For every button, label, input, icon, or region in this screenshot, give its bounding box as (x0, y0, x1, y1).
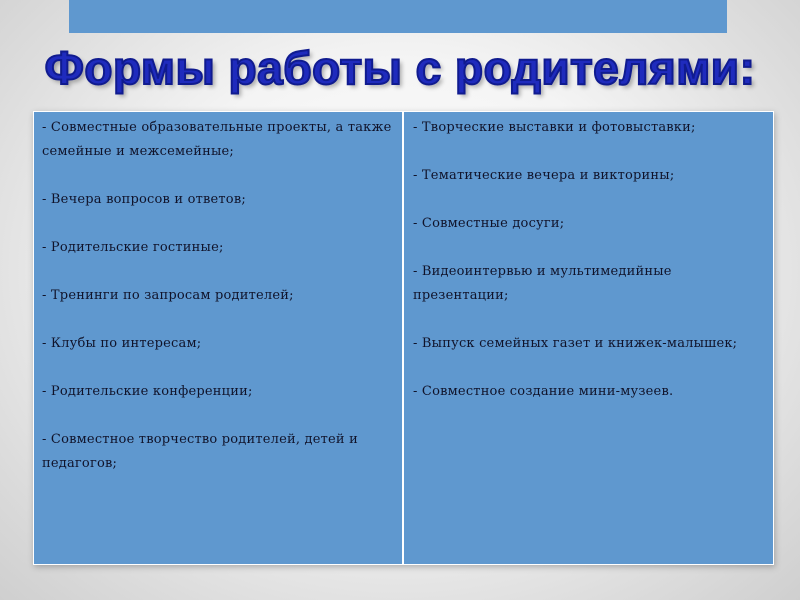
top-decorative-bar (69, 0, 727, 33)
list-item: - Совместное создание мини-музеев. (413, 384, 674, 399)
list-item: - Клубы по интересам; (42, 336, 202, 351)
list-item: - Родительские гостиные; (42, 240, 224, 255)
list-item: - Совместное творчество родителей, детей и педагогов; (42, 432, 358, 471)
list-item: - Вечера вопросов и ответов; (42, 192, 246, 207)
list-item: - Тренинги по запросам родителей; (42, 288, 294, 303)
table-column-left (34, 112, 404, 564)
list-item: - Видеоинтервью и мультимедийные презентации; (413, 264, 672, 303)
list-item: - Творческие выставки и фотовыставки; (413, 120, 696, 135)
forms-table (33, 111, 774, 565)
slide-title: Формы работы с родителями: (44, 42, 756, 94)
list-item: - Тематические вечера и викторины; (413, 168, 675, 183)
list-item: - Выпуск семейных газет и книжек-малышек; (413, 336, 738, 351)
list-item: - Совместные образовательные проекты, а также семейные и межсемейные; (42, 120, 392, 159)
list-item: - Родительские конференции; (42, 384, 253, 399)
list-item: - Совместные досуги; (413, 216, 565, 231)
table-column-right (404, 112, 773, 564)
